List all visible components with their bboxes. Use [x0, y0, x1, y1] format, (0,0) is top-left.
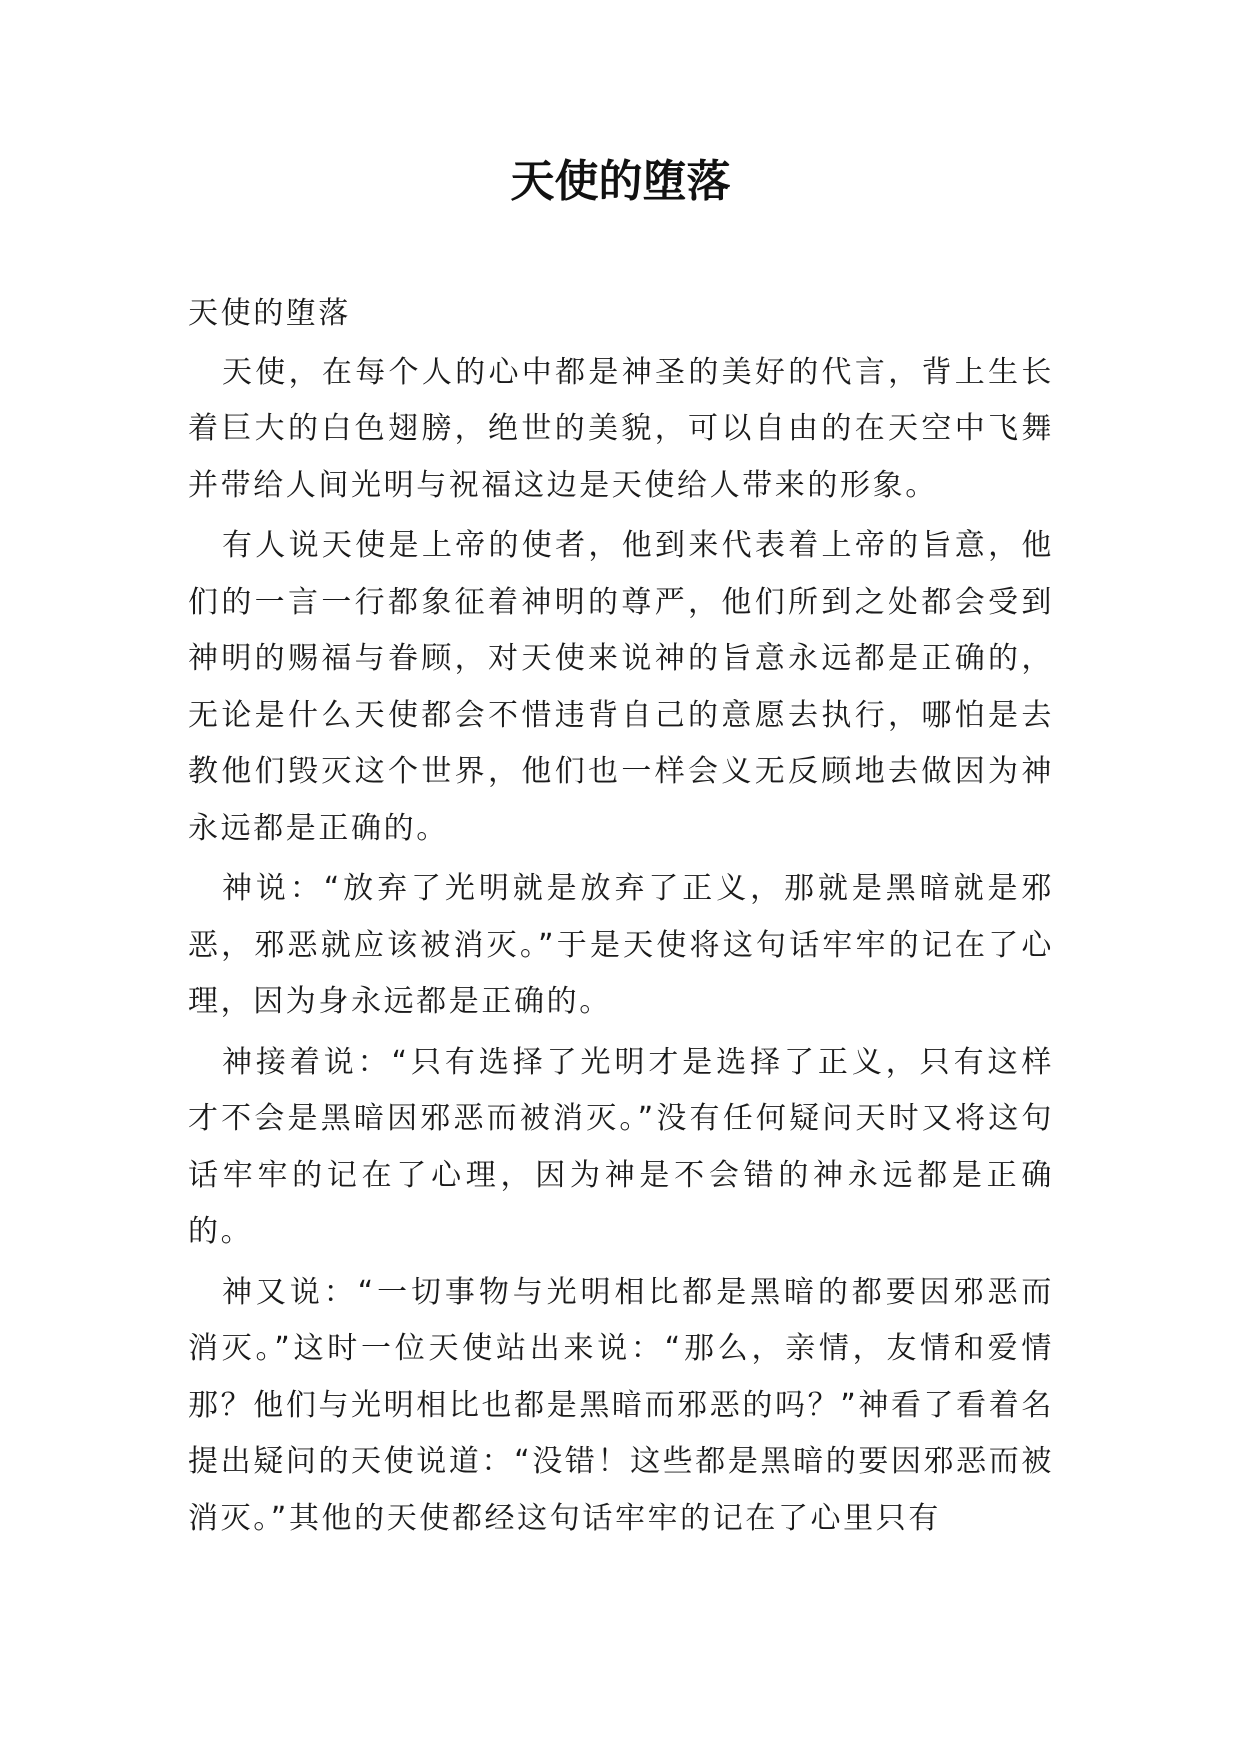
document-body — [188, 286, 1054, 1551]
document-title: 天使的堕落 — [510, 156, 731, 207]
paragraph: 神说：“放弃了光明就是放弃了正义，那就是黑暗就是邪恶，邪恶就应该被消灭。”于是天使将这句话牢牢的记在了心理，因为身永远都是正确的。 — [188, 871, 1054, 1019]
paragraph: 有人说天使是上帝的使者，他到来代表着上帝的旨意，他们的一言一行都象征着神明的尊严，他们所到之处都会受到神明的赐福与眷顾，对天使来说神的旨意永远都是正确的，无论是什么天使都会不惜违背自己的意愿去执行，哪怕是去教他们毁灭这个世界，他们也一样会义无反顾地去做因为神永远都是正确的。 — [188, 528, 1054, 846]
paragraph: 神接着说：“只有选择了光明才是选择了正义，只有这样才不会是黑暗因邪恶而被消灭。”没有任何疑问天时又将这句话牢牢的记在了心理，因为神是不会错的神永远都是正确的。 — [188, 1044, 1054, 1249]
paragraph: 天使，在每个人的心中都是神圣的美好的代言，背上生长着巨大的白色翅膀，绝世的美貌，可以自由的在天空中飞舞并带给人间光明与祝福这边是天使给人带来的形象。 — [188, 354, 1054, 503]
document-subtitle: 天使的堕落 — [188, 296, 351, 331]
paragraph: 神又说：“一切事物与光明相比都是黑暗的都要因邪恶而消灭。”这时一位天使站出来说：“那么，亲情，友情和爱情那？他们与光明相比也都是黑暗而邪恶的吗？”神看了看着名提出疑问的天使说道：“没错！这些都是黑暗的要因邪恶而被消灭。”其他的天使都经这句话牢牢的记在了心里只有 — [188, 1274, 1054, 1536]
